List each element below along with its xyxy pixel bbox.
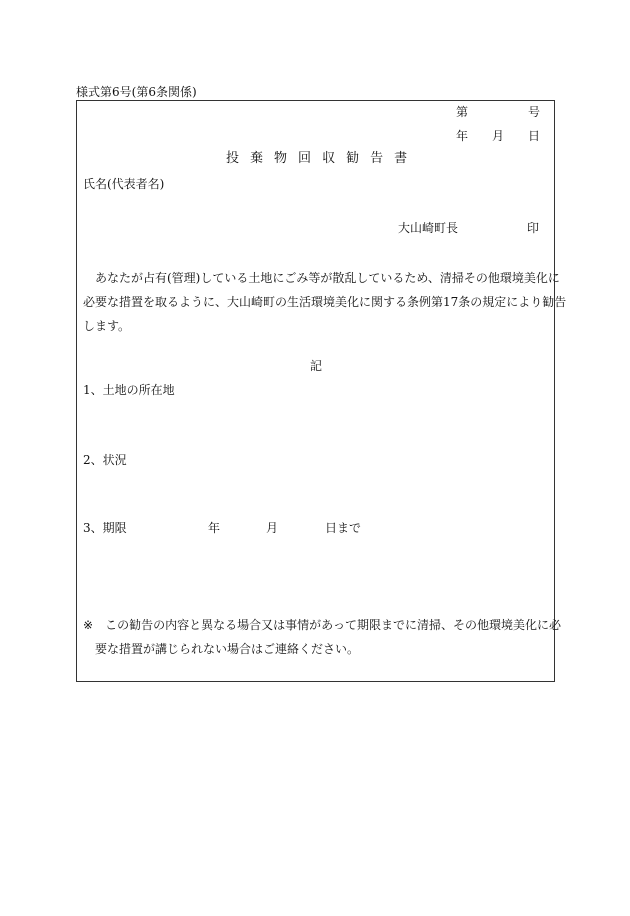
note-line-1 (83, 613, 561, 637)
number-prefix: 第 (456, 105, 469, 119)
title-char: 投 (226, 151, 240, 166)
note-line-2: 要な措置が講じられない場合はご連絡ください。 (95, 642, 360, 656)
note-mark: ※ (83, 618, 94, 632)
document-title (226, 152, 418, 165)
contact-note (83, 613, 561, 661)
date-month: 月 (492, 129, 505, 143)
deadline-day: 日まで (325, 521, 362, 535)
deadline-year: 年 (208, 521, 221, 535)
item-deadline-label: 3、期限 (83, 521, 127, 535)
number-suffix: 号 (528, 105, 541, 119)
title-char: 書 (394, 151, 408, 166)
seal-mark: 印 (527, 221, 540, 235)
item-status: 2、状況 (83, 453, 127, 467)
body-line: 必要な措置を取るように、大山崎町の生活環境美化に関する条例第17条の規定により勧告 (83, 295, 567, 309)
title-char: 収 (322, 151, 336, 166)
body-line: します。 (83, 319, 131, 333)
ki-heading: 記 (310, 359, 323, 373)
deadline-month: 月 (266, 521, 279, 535)
title-char: 勧 (346, 151, 360, 166)
recommendation-body (83, 266, 567, 338)
title-char: 物 (274, 151, 288, 166)
form-number-label: 様式第6号(第6条関係) (76, 85, 197, 99)
date-year: 年 (456, 129, 469, 143)
recipient-label: 氏名(代表者名) (83, 177, 165, 191)
item-location: 1、土地の所在地 (83, 383, 175, 397)
note-text-1: この勧告の内容と異なる場合又は事情があって期限までに清掃、その他環境美化に必 (105, 618, 561, 632)
body-line: あなたが占有(管理)している土地にごみ等が散乱しているため、清掃その他環境美化に (95, 271, 560, 285)
issuer-name: 大山崎町長 (398, 221, 459, 235)
title-char: 回 (298, 151, 312, 166)
date-day: 日 (528, 129, 541, 143)
title-char: 棄 (250, 151, 264, 166)
title-char: 告 (370, 151, 384, 166)
